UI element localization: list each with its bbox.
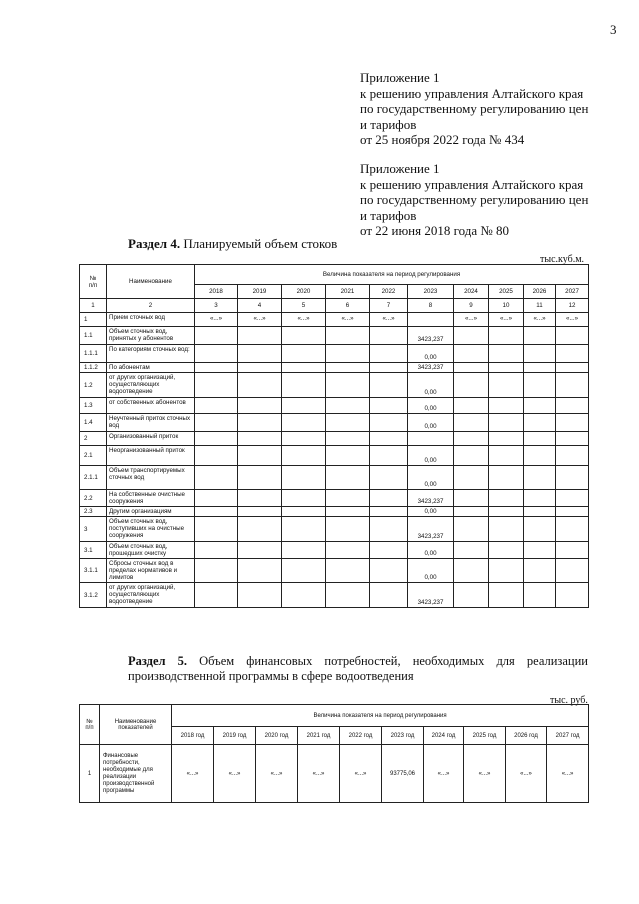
row-value: 0,00: [408, 398, 454, 414]
row-value: 0,00: [408, 446, 454, 466]
row-value: [556, 559, 589, 583]
row-number: 1.4: [80, 414, 107, 432]
row-value: [282, 432, 326, 446]
row-value: [195, 345, 238, 363]
row-value: [524, 327, 556, 345]
year-header: 2019: [238, 285, 282, 299]
row-value: [489, 373, 524, 398]
row-value: [195, 327, 238, 345]
table-row: [80, 398, 589, 414]
row-value: [489, 466, 524, 490]
appendix-line: Приложение 1: [360, 161, 440, 176]
row-value: [454, 517, 489, 542]
year-header: 2024 год: [424, 727, 464, 745]
row-value: 3423,237: [408, 490, 454, 507]
row-value: [524, 466, 556, 490]
year-header: 2026 год: [506, 727, 547, 745]
year-header: 2020: [282, 285, 326, 299]
row-value: «...»: [340, 745, 382, 803]
row-value: [489, 432, 524, 446]
row-value: [454, 432, 489, 446]
row-value: [282, 414, 326, 432]
page-number: 3: [610, 22, 617, 37]
row-value: [326, 583, 370, 608]
row-number: 2.3: [80, 507, 107, 517]
column-number: 3: [195, 299, 238, 313]
column-number: 9: [454, 299, 489, 313]
row-value: [282, 583, 326, 608]
row-name: Объем сточных вод, поступивших на очистные сооружения: [107, 517, 195, 542]
row-value: [195, 414, 238, 432]
row-value: [370, 373, 408, 398]
row-value: [326, 542, 370, 559]
table-row: [80, 745, 589, 803]
row-name: Объем сточных вод, прошедших очистку: [107, 542, 195, 559]
section5-label: Раздел 5.: [128, 654, 188, 668]
row-value: [524, 398, 556, 414]
section4-label: Раздел 4.: [128, 236, 181, 251]
column-number: 7: [370, 299, 408, 313]
row-value: 3423,237: [408, 363, 454, 373]
section4-unit: тыс.куб.м.: [540, 254, 585, 265]
row-value: [556, 398, 589, 414]
row-value: «...»: [464, 745, 506, 803]
row-value: 3423,237: [408, 517, 454, 542]
row-value: «...»: [506, 745, 547, 803]
year-header: 2018 год: [172, 727, 214, 745]
year-header: 2018: [195, 285, 238, 299]
row-value: [238, 345, 282, 363]
column-number: 2: [107, 299, 195, 313]
row-value: [282, 559, 326, 583]
year-header: 2019 год: [214, 727, 256, 745]
table-row: [80, 559, 589, 583]
row-number: 2.1.1: [80, 466, 107, 490]
row-value: 0,00: [408, 345, 454, 363]
row-value: [326, 398, 370, 414]
section4-heading: [128, 236, 337, 252]
row-value: [238, 517, 282, 542]
row-value: «...»: [256, 745, 298, 803]
column-number: 11: [524, 299, 556, 313]
row-value: [524, 583, 556, 608]
row-value: [282, 398, 326, 414]
year-header: 2021 год: [298, 727, 340, 745]
row-value: [195, 466, 238, 490]
row-value: [282, 517, 326, 542]
row-value: [454, 327, 489, 345]
appendix-line: Приложение 1: [360, 70, 440, 85]
row-name: По абонентам: [107, 363, 195, 373]
row-value: [370, 490, 408, 507]
row-value: [238, 583, 282, 608]
row-value: [489, 490, 524, 507]
row-value: [454, 414, 489, 432]
column-number: 4: [238, 299, 282, 313]
header-group: Величина показателя на период регулирования: [195, 265, 589, 285]
row-value: «...»: [195, 313, 238, 327]
row-value: [195, 490, 238, 507]
row-value: [326, 507, 370, 517]
row-value: [326, 327, 370, 345]
row-value: [326, 559, 370, 583]
row-value: [195, 583, 238, 608]
table-row: [80, 542, 589, 559]
row-value: «...»: [489, 313, 524, 327]
row-value: [370, 363, 408, 373]
table-row: [80, 345, 589, 363]
row-value: [489, 559, 524, 583]
row-value: [326, 345, 370, 363]
row-name: Прием сточных вод: [107, 313, 195, 327]
year-header: 2020 год: [256, 727, 298, 745]
year-header: 2022: [370, 285, 408, 299]
row-value: [195, 432, 238, 446]
row-value: [326, 490, 370, 507]
row-value: [489, 363, 524, 373]
row-value: [370, 398, 408, 414]
row-value: 0,00: [408, 559, 454, 583]
row-value: [326, 446, 370, 466]
row-number: 3: [80, 517, 107, 542]
row-value: [489, 446, 524, 466]
row-value: [454, 398, 489, 414]
row-number: 3.1: [80, 542, 107, 559]
row-value: [238, 559, 282, 583]
row-number: 1: [80, 745, 100, 803]
row-value: [370, 542, 408, 559]
row-name: Сбросы сточных вод в пределах нормативов и лимитов: [107, 559, 195, 583]
row-value: [282, 466, 326, 490]
row-value: [238, 398, 282, 414]
row-value: [489, 583, 524, 608]
column-number: 1: [80, 299, 107, 313]
row-value: [326, 466, 370, 490]
year-header: 2027: [556, 285, 589, 299]
row-value: [326, 414, 370, 432]
row-value: [238, 542, 282, 559]
row-value: [524, 363, 556, 373]
row-value: [370, 432, 408, 446]
appendix-line: по государственному регулированию цен: [360, 101, 589, 116]
row-value: «...»: [298, 745, 340, 803]
row-value: [524, 517, 556, 542]
row-value: [238, 507, 282, 517]
row-value: «...»: [238, 313, 282, 327]
row-value: [238, 490, 282, 507]
appendix-line: от 22 июня 2018 года № 80: [360, 223, 510, 238]
row-value: [556, 345, 589, 363]
row-value: [238, 414, 282, 432]
row-value: [556, 327, 589, 345]
row-value: «...»: [214, 745, 256, 803]
section4-title: Планируемый объем стоков: [183, 236, 338, 251]
row-value: [195, 507, 238, 517]
column-number: 8: [408, 299, 454, 313]
section5-table: [79, 704, 589, 803]
row-value: [370, 507, 408, 517]
row-number: 1.1.1: [80, 345, 107, 363]
row-value: [454, 507, 489, 517]
header-num: № п/п: [80, 705, 100, 745]
row-value: «...»: [454, 313, 489, 327]
row-value: [454, 345, 489, 363]
row-number: 2.2: [80, 490, 107, 507]
column-number: 6: [326, 299, 370, 313]
table-row: [80, 313, 589, 327]
row-value: [195, 363, 238, 373]
appendix-line: к решению управления Алтайского края: [360, 176, 584, 192]
year-header: 2023: [408, 285, 454, 299]
row-number: 1.1.2: [80, 363, 107, 373]
row-value: [282, 373, 326, 398]
row-value: [524, 414, 556, 432]
row-value: [408, 432, 454, 446]
table-row: [80, 373, 589, 398]
row-value: [282, 542, 326, 559]
section4-table: [79, 264, 589, 608]
row-value: [326, 432, 370, 446]
row-value: [195, 542, 238, 559]
row-value: [326, 373, 370, 398]
row-value: [489, 507, 524, 517]
row-value: [524, 373, 556, 398]
row-value: [195, 398, 238, 414]
row-name: Неорганизованный приток: [107, 446, 195, 466]
row-value: [556, 373, 589, 398]
section5-heading: [128, 654, 588, 684]
row-value: [556, 517, 589, 542]
row-value: [370, 517, 408, 542]
row-value: [556, 466, 589, 490]
table-row: [80, 363, 589, 373]
row-value: [454, 559, 489, 583]
row-value: [489, 517, 524, 542]
appendix-line: к решению управления Алтайского края: [360, 85, 584, 101]
appendix-line: и тарифов: [360, 116, 417, 132]
column-number: 12: [556, 299, 589, 313]
row-number: 2: [80, 432, 107, 446]
row-value: [556, 507, 589, 517]
row-value: «...»: [326, 313, 370, 327]
row-value: [370, 583, 408, 608]
row-value: «...»: [424, 745, 464, 803]
row-value: [454, 466, 489, 490]
appendix-line: и тарифов: [360, 207, 417, 223]
row-value: [238, 373, 282, 398]
row-value: [489, 414, 524, 432]
row-value: [195, 446, 238, 466]
section5-unit: тыс. руб.: [550, 695, 588, 706]
row-value: [556, 363, 589, 373]
appendix-line: от 25 ноября 2022 года № 434: [360, 132, 525, 147]
row-value: [489, 542, 524, 559]
table-row: [80, 490, 589, 507]
table-row: [80, 446, 589, 466]
row-value: [524, 490, 556, 507]
row-value: «...»: [370, 313, 408, 327]
header-name: Наименование показателей: [100, 705, 172, 745]
row-name: Объем сточных вод, принятых у абонентов: [107, 327, 195, 345]
row-value: «...»: [547, 745, 589, 803]
table-row: [80, 414, 589, 432]
year-header: 2023 год: [382, 727, 424, 745]
row-value: [370, 446, 408, 466]
row-value: [489, 398, 524, 414]
row-number: 3.1.2: [80, 583, 107, 608]
row-value: [195, 517, 238, 542]
row-name: от других организаций, осуществляющих водоотведение: [107, 373, 195, 398]
row-value: [454, 490, 489, 507]
row-value: «...»: [282, 313, 326, 327]
row-number: 3.1.1: [80, 559, 107, 583]
appendix-line: по государственному регулированию цен: [360, 192, 589, 207]
row-value: [282, 507, 326, 517]
table-row: [80, 583, 589, 608]
year-header: 2024: [454, 285, 489, 299]
row-value: [370, 327, 408, 345]
header-name: Наименование: [107, 265, 195, 299]
row-number: 1.1: [80, 327, 107, 345]
year-header: 2026: [524, 285, 556, 299]
row-value: [524, 559, 556, 583]
row-value: [238, 432, 282, 446]
row-value: [454, 446, 489, 466]
row-value: 0,00: [408, 373, 454, 398]
row-value: [370, 414, 408, 432]
appendix-original: [360, 161, 588, 239]
row-value: [454, 373, 489, 398]
row-name: По категориям сточных вод:: [107, 345, 195, 363]
row-value: [408, 313, 454, 327]
year-header: 2022 год: [340, 727, 382, 745]
row-value: [282, 446, 326, 466]
row-value: [556, 446, 589, 466]
section5-title: Объем финансовых потребностей, необходимых для реализации производственной программы в сфере водоотведения: [128, 654, 588, 683]
row-value: 3423,237: [408, 327, 454, 345]
row-value: [556, 490, 589, 507]
row-value: [238, 327, 282, 345]
row-value: [454, 363, 489, 373]
row-value: [282, 490, 326, 507]
row-value: [524, 432, 556, 446]
table-row: [80, 327, 589, 345]
row-value: [524, 345, 556, 363]
row-value: 0,00: [408, 542, 454, 559]
header-group: Величина показателя на период регулирования: [172, 705, 589, 727]
table-row: [80, 507, 589, 517]
row-number: 1.2: [80, 373, 107, 398]
year-header: 2021: [326, 285, 370, 299]
row-name: Финансовые потребности, необходимые для реализации производственной программы: [100, 745, 172, 803]
row-number: 1.3: [80, 398, 107, 414]
row-name: Организованный приток: [107, 432, 195, 446]
row-name: Другим организациям: [107, 507, 195, 517]
column-number: 10: [489, 299, 524, 313]
row-value: [238, 363, 282, 373]
row-value: [238, 466, 282, 490]
row-value: [556, 432, 589, 446]
row-value: [195, 373, 238, 398]
row-value: [556, 583, 589, 608]
row-value: 3423,237: [408, 583, 454, 608]
row-value: [454, 583, 489, 608]
row-value: 0,00: [408, 466, 454, 490]
year-header: 2025: [489, 285, 524, 299]
row-name: от других организаций, осуществляющих водоотведение: [107, 583, 195, 608]
row-value: [370, 345, 408, 363]
row-name: от собственных абонентов: [107, 398, 195, 414]
table-row: [80, 432, 589, 446]
row-value: [282, 363, 326, 373]
row-number: 1: [80, 313, 107, 327]
row-value: «...»: [556, 313, 589, 327]
row-value: [195, 559, 238, 583]
row-number: 2.1: [80, 446, 107, 466]
row-value: [326, 517, 370, 542]
row-name: На собственные очистные сооружения: [107, 490, 195, 507]
row-value: 93775,06: [382, 745, 424, 803]
row-value: [370, 559, 408, 583]
row-value: [326, 363, 370, 373]
year-header: 2027 год: [547, 727, 589, 745]
row-value: [370, 466, 408, 490]
row-value: [454, 542, 489, 559]
row-value: [524, 446, 556, 466]
row-value: [556, 542, 589, 559]
row-name: Неучтенный приток сточных вод: [107, 414, 195, 432]
row-name: Объем транспортируемых сточных вод: [107, 466, 195, 490]
year-header: 2025 год: [464, 727, 506, 745]
appendix-current: [360, 70, 588, 148]
row-value: 0,00: [408, 414, 454, 432]
table-row: [80, 517, 589, 542]
row-value: [489, 345, 524, 363]
row-value: «...»: [524, 313, 556, 327]
row-value: [238, 446, 282, 466]
row-value: [524, 542, 556, 559]
column-number: 5: [282, 299, 326, 313]
header-num: № п/п: [80, 265, 107, 299]
row-value: [489, 327, 524, 345]
row-value: «...»: [172, 745, 214, 803]
row-value: [282, 345, 326, 363]
row-value: [524, 507, 556, 517]
row-value: [556, 414, 589, 432]
row-value: 0,00: [408, 507, 454, 517]
row-value: [282, 327, 326, 345]
table-row: [80, 466, 589, 490]
